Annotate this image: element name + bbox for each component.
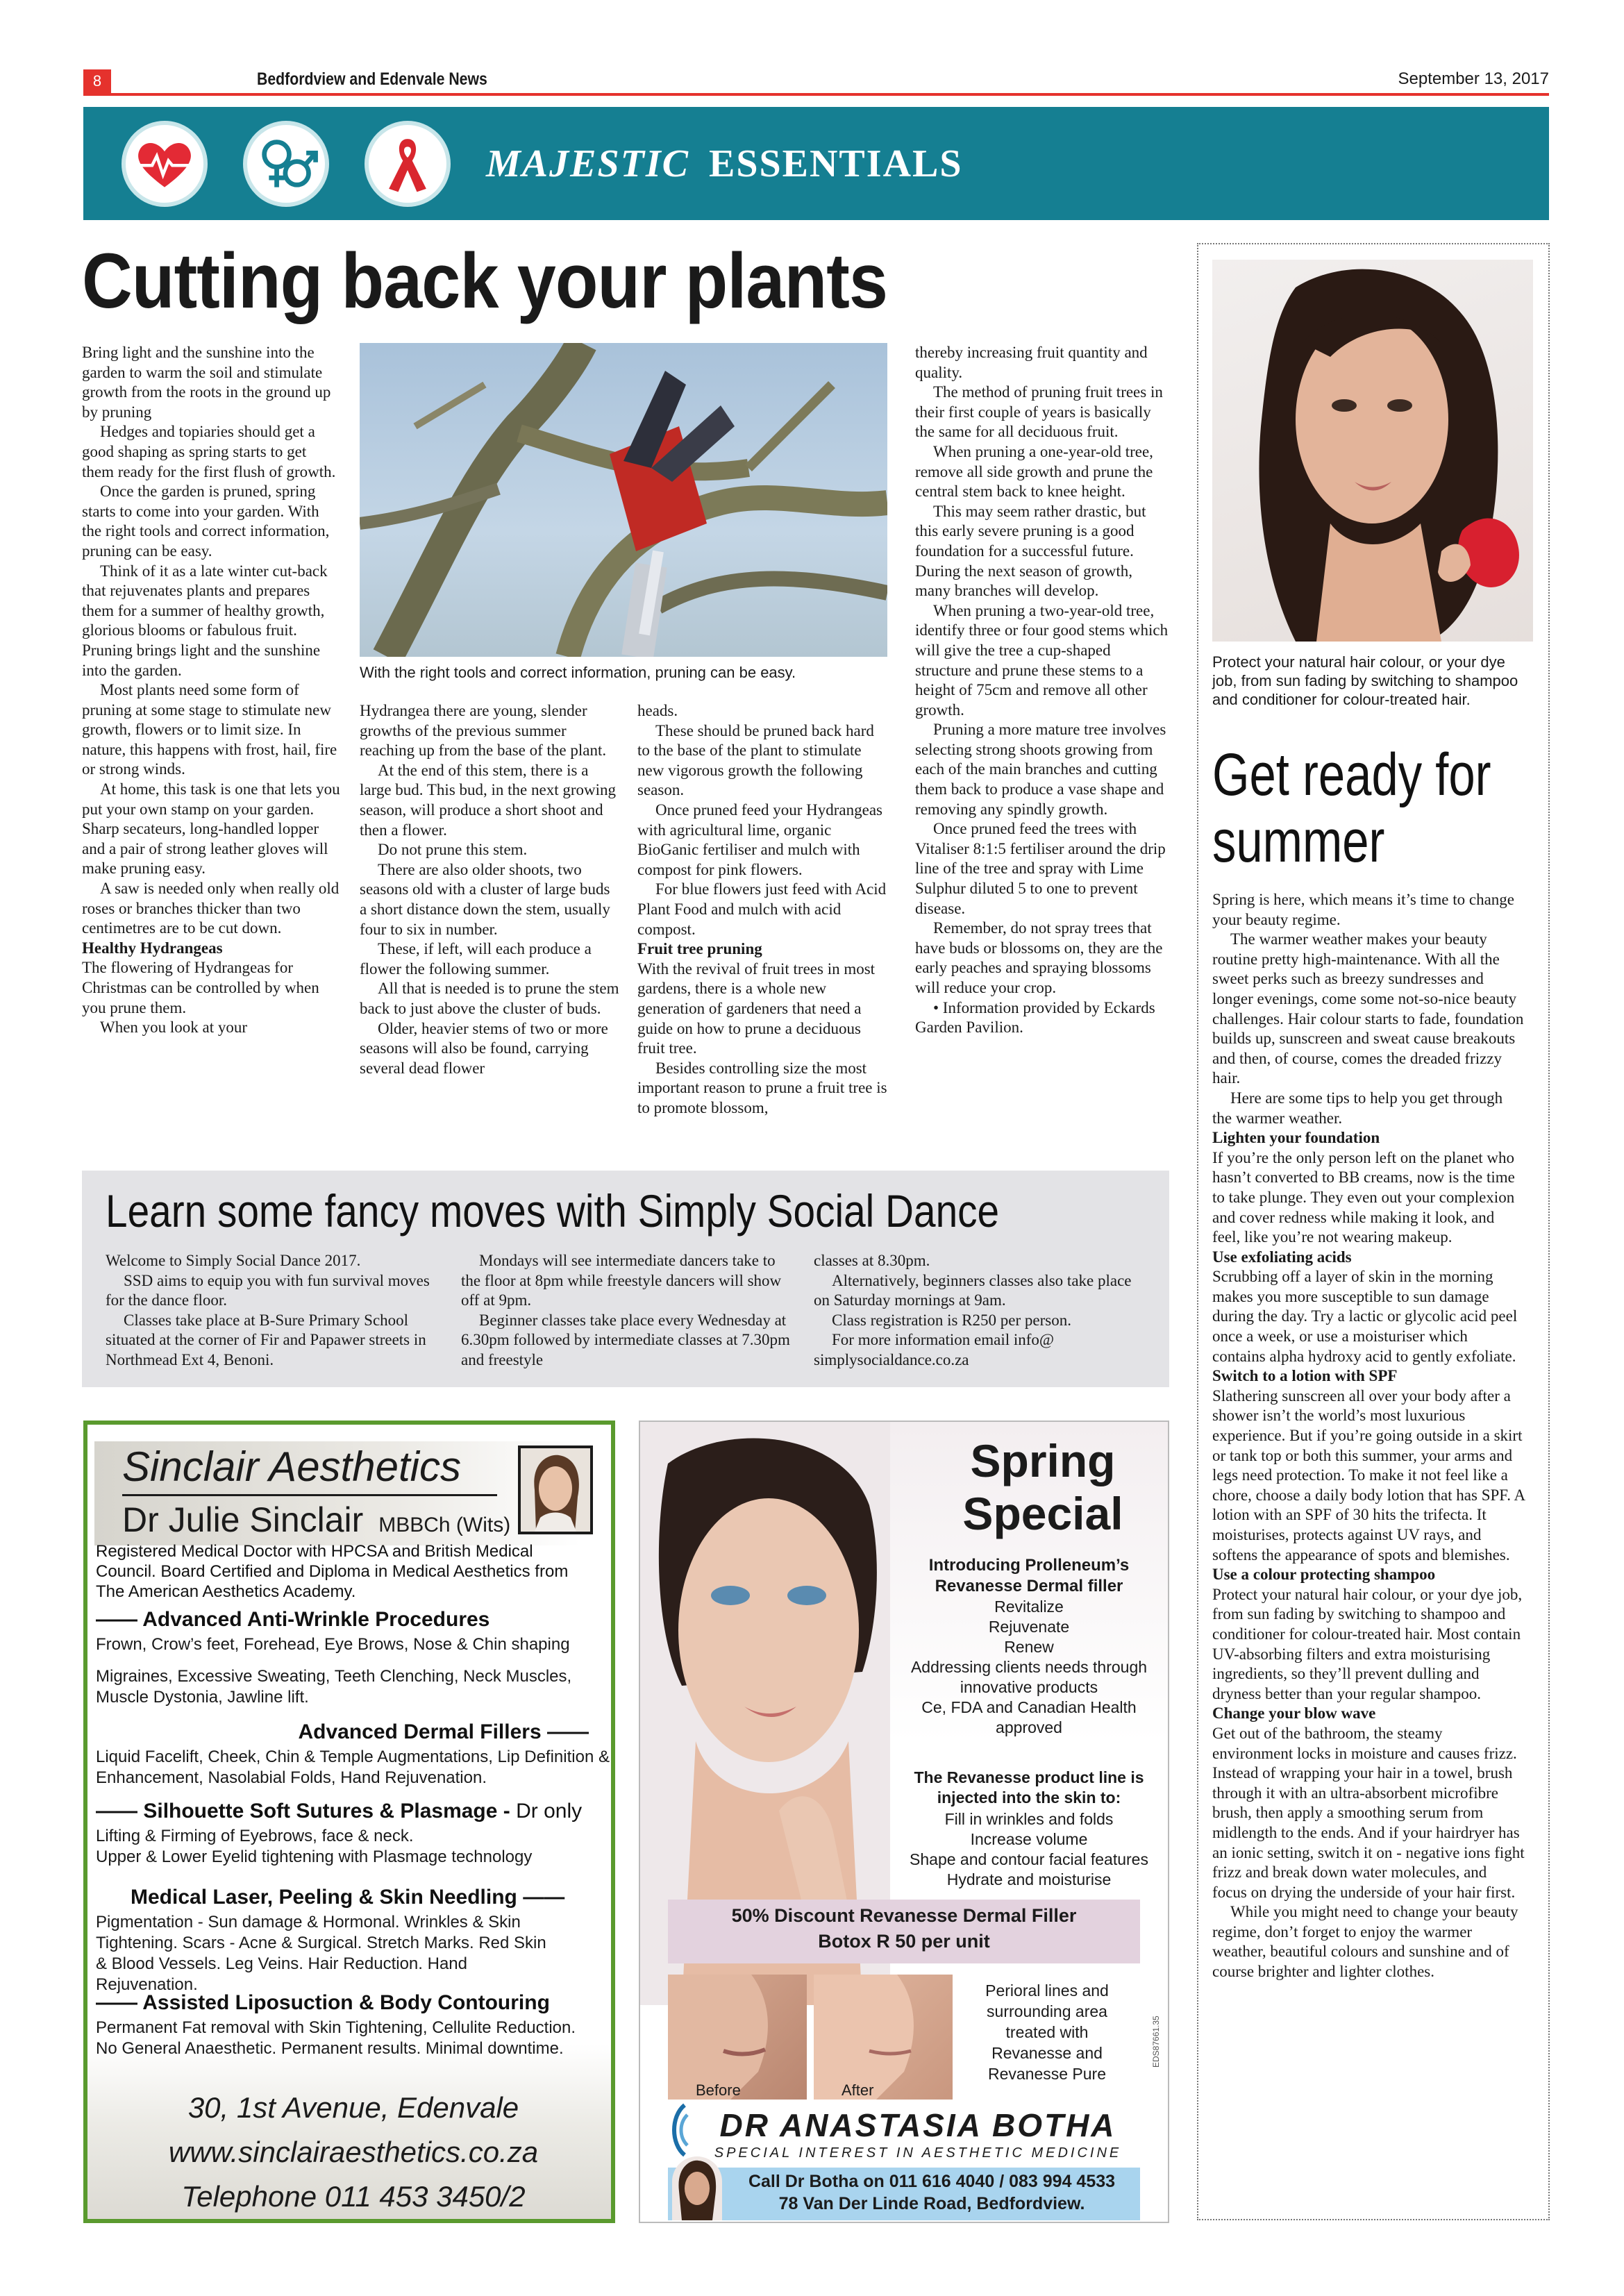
sinclair-section: [96, 1886, 610, 1995]
section-line: Lifting & Firming of Eyebrows, face & neck.: [96, 1827, 414, 1845]
paragraph: Classes take place at B-Sure Primary School situated at the corner of Fir and Papawer streets in Northmead Ext 4, Benoni.: [106, 1311, 426, 1368]
tip-text: If you’re the only person left on the planet who hasn’t converted to BB creams, now is the time to take plunge. They even out your complexion and cover redness while making it look, and feel, like you’re not wearing makeup.: [1212, 1148, 1515, 1246]
section-title: Medical Laser, Peeling & Skin Needling ——: [131, 1886, 565, 1909]
section-line: Liquid Facelift, Cheek, Chin & Temple Augmentations, Lip Definition & Enhancement, Nasolabial Folds, Hand Rejuvenation.: [96, 1748, 610, 1787]
botha-specialty: SPECIAL INTEREST IN AESTHETIC MEDICINE: [714, 2145, 1122, 2161]
tip-text: Protect your natural hair colour, or your dye job, from sun fading by switching to shampoo and conditioner for colour-treated hair. Most contain UV-absorbing filters and extra moisturising ingredients, so they’ll prevent dulling and dryness better than your regular shampoo.: [1212, 1585, 1523, 1702]
section-title: Advanced Dermal Fillers ——: [298, 1720, 589, 1743]
use-item: Increase volume: [970, 1830, 1088, 1848]
section-title: —— Advanced Anti-Wrinkle Procedures: [96, 1608, 490, 1631]
dance-column-2: [461, 1251, 790, 1371]
paragraph: Beginner classes take place every Wednesday at 6.30pm followed by intermediate classes at 7.30pm and freestyle: [461, 1311, 790, 1368]
paragraph: Hedges and topiaries should get a good shaping as spring starts to get them ready for the first flush of growth.: [82, 423, 336, 480]
paragraph: At the end of this stem, there is a large bud. This bud, in the next growing season, will produce a short shoot and then a flower.: [360, 761, 617, 839]
use-item: Shape and contour facial features: [910, 1850, 1148, 1868]
sinclair-ad: [83, 1421, 615, 2223]
tip-text: Scrubbing off a layer of skin in the morning makes you more susceptible to sun damage during the day. Try a lactic or glycolic acid peel once a week, or use a moisturiser which contains alpha hydroxy acid to gently exfoliate.: [1212, 1268, 1518, 1365]
tip-title: Lighten your foundation: [1212, 1129, 1380, 1147]
paragraph: Once pruned feed the trees with Vitaliser 8:1:5 fertiliser around the drip line of the tree and spray with Lime Sulphur diluted 5 to one to prevent disease.: [915, 820, 1166, 917]
paragraph: While you might need to change your beauty regime, don’t forget to enjoy the warmer weather, beautiful colours and sunshine and of course brighter and lighter clothes.: [1212, 1903, 1518, 1981]
main-column-1: [82, 343, 340, 1038]
paragraph: Once pruned feed your Hydrangeas with agricultural lime, organic BioGanic fertiliser and mulch with compost for pink flowers.: [637, 801, 882, 878]
section-line: Permanent Fat removal with Skin Tightening, Cellulite Reduction. No General Anaesthetic. Permanent results. Minimal downtime.: [96, 2018, 576, 2058]
paragraph: These should be pruned back hard to the base of the plant to stimulate new vigorous growth the following season.: [637, 721, 874, 799]
woman-hair-photo: [1212, 260, 1533, 642]
main-column-2: [360, 701, 619, 1078]
benefit-item: Revitalize: [994, 1598, 1064, 1616]
botha-ad: [639, 1421, 1169, 2223]
botha-contact-address: 78 Van Der Linde Road, Bedfordview.: [778, 2194, 1085, 2213]
sinclair-section: [96, 1800, 610, 1868]
tip-text: Get out of the bathroom, the steamy environment locks in moisture and causes frizz. Instead of wrapping your hair in a towel, brush through it with an ultra-absorbent microfibre brush, then apply a smoothing serum from midlength to the ends. And if your hairdryer has an ionic setting, switch it on - negative ions fight frizz and break down water molecules, and focus on drying the underside of your hair first.: [1212, 1724, 1525, 1901]
botha-injected: The Revanesse product line is injected into the skin to:: [914, 1768, 1144, 1807]
heart-pulse-icon: [122, 121, 208, 207]
paragraph: For more information email info@ simplysocialdance.co.za: [814, 1331, 1055, 1368]
paragraph: Most plants need some form of pruning at some stage to stimulate new growth, flowers or to limit size. In nature, this happens with frost, hail, fire or strong winds.: [82, 681, 337, 778]
paragraph: The method of pruning fruit trees in their first couple of years is basically the same for all deciduous fruit.: [915, 383, 1163, 441]
paragraph: A saw is needed only when really old roses or branches thicker than two centimetres are to be cut down.: [82, 880, 340, 937]
header-rule: [83, 93, 1549, 96]
paragraph: Remember, do not spray trees that have buds or blossoms on, they are the early peaches and spraying blossoms will reduce your crop.: [915, 919, 1163, 996]
sinclair-section: [96, 1608, 610, 1708]
discount-line: Botox R 50 per unit: [818, 1931, 990, 1952]
issue-date: September 13, 2017: [1398, 69, 1549, 88]
paragraph: All that is needed is to prune the stem back to just above the cluster of buds.: [360, 980, 619, 1017]
doctor-qualification: MBBCh (Wits): [378, 1514, 511, 1536]
dance-column-1: [106, 1251, 443, 1371]
benefit-item: Ce, FDA and Canadian Health approved: [921, 1698, 1137, 1736]
paragraph: Welcome to Simply Social Dance 2017.: [106, 1252, 361, 1269]
main-column-3: [637, 701, 889, 1118]
paragraph: When you look at your: [100, 1019, 248, 1037]
botha-contact-phone: Call Dr Botha on 011 616 4040 / 083 994 4533: [748, 2172, 1116, 2191]
paragraph: For blue flowers just feed with Acid Plant Food and mulch with acid compost.: [637, 880, 887, 938]
sinclair-portrait: [518, 1446, 593, 1534]
paragraph: Mondays will see intermediate dancers take to the floor at 8pm while freestyle dancers will show off at 9pm.: [461, 1252, 782, 1309]
pruning-photo: [360, 343, 887, 657]
tip-title: Switch to a lotion with SPF: [1212, 1367, 1398, 1385]
sinclair-phone: Telephone 011 453 3450/2: [181, 2180, 526, 2213]
paragraph: When pruning a one-year-old tree, remove all side growth and prune the central stem back to knee height.: [915, 442, 1153, 501]
sinclair-name-rule: [122, 1494, 497, 1496]
botha-uses: [890, 1809, 1168, 1890]
dance-box: [82, 1171, 1169, 1387]
sidebar-headline: Get ready for summer: [1212, 741, 1491, 875]
paragraph: Do not prune this stem.: [378, 841, 528, 859]
benefit-item: Addressing clients needs through innovative products: [910, 1658, 1148, 1696]
paragraph: Class registration is R250 per person.: [832, 1311, 1071, 1329]
tip-title: Change your blow wave: [1212, 1704, 1376, 1723]
main-column-4: [915, 343, 1169, 1038]
botha-ad-code: EDS87661.35: [1151, 2016, 1161, 2068]
tip-title: Use a colour protecting shampoo: [1212, 1566, 1436, 1584]
section-title: —— Assisted Liposuction & Body Contouring: [96, 1991, 550, 2014]
botha-title-spring: Spring: [970, 1435, 1116, 1486]
paragraph: This may seem rather drastic, but this early severe pruning is a good foundation for a successful future. During the next season of growth, many branches will develop.: [915, 502, 1146, 600]
awareness-ribbon-icon: [365, 121, 451, 207]
section-line: Migraines, Excessive Sweating, Teeth Clenching, Neck Muscles, Muscle Dystonia, Jawline lift.: [96, 1667, 572, 1707]
use-item: Hydrate and moisturise: [946, 1870, 1112, 1888]
credit-line: • Information provided by Eckards Garden Pavilion.: [915, 998, 1155, 1037]
pruning-photo-caption: With the right tools and correct information, pruning can be easy.: [360, 664, 796, 681]
benefit-item: Renew: [1004, 1638, 1054, 1656]
before-photo: [668, 1975, 807, 2100]
paragraph: classes at 8.30pm.: [814, 1252, 930, 1269]
gender-icon: [243, 121, 329, 207]
paragraph: Here are some tips to help you get through the warmer weather.: [1212, 1089, 1503, 1127]
botha-doctor: DR ANASTASIA BOTHA: [719, 2107, 1116, 2143]
paragraph: When pruning a two-year-old tree, identify three or four good stems which will give the tree a cup-shaped structure and prune these stems to a height of 75cm and remove all other growth.: [915, 601, 1169, 719]
sinclair-doctor: [122, 1500, 510, 1540]
paragraph: These, if left, will each produce a flower the following summer.: [360, 940, 592, 978]
paragraph: The warmer weather makes your beauty routine pretty high-maintenance. With all the sweet perks such as breezy sundresses and longer evenings, come some not-so-nice beauty challenges. Hair colour starts to fade, foundation builds up, sunscreen and sweat cause breakouts and then, of course, comes the dreaded frizzy hair.: [1212, 930, 1524, 1087]
paragraph: Once the garden is pruned, spring starts to come into your garden. With the right tools and correct information, pruning can be easy.: [82, 483, 330, 560]
paragraph: At home, this task is one that lets you put your own stamp on your garden. Sharp secateurs, long-handled lopper and a pair of strong leather gloves will make pruning easy.: [82, 780, 340, 878]
paragraph: Hydrangea there are young, slender growths of the previous summer reaching up from the base of the plant.: [360, 702, 607, 760]
paragraph: Spring is here, which means it’s time to change your beauty regime.: [1212, 891, 1514, 928]
banner-title-a: MAJESTIC: [486, 142, 689, 185]
paragraph: heads.: [637, 702, 678, 719]
sinclair-name: Sinclair Aesthetics: [122, 1443, 461, 1490]
paragraph: Bring light and the sunshine into the garden to warm the soil and stimulate growth from the roots in the ground up by pruning: [82, 344, 331, 421]
botha-portrait: [672, 2156, 722, 2220]
section-line: Frown, Crow’s feet, Forehead, Eye Brows, Nose & Chin shaping: [96, 1635, 570, 1654]
use-item: Fill in wrinkles and folds: [944, 1810, 1114, 1828]
sinclair-address: 30, 1st Avenue, Edenvale: [187, 2091, 519, 2124]
sinclair-intro: Registered Medical Doctor with HPCSA and British Medical Council. Board Certified and Diploma in Medical Aesthetics from The American Aesthetics Academy.: [96, 1542, 569, 1601]
paragraph: With the revival of fruit trees in most gardens, there is a whole new generation of gardeners that need a guide on how to prune a deciduous fruit tree.: [637, 960, 876, 1057]
tip-title: Use exfoliating acids: [1212, 1248, 1352, 1266]
paragraph: Pruning a more mature tree involves selecting strong shoots growing from each of the main branches and cutting them back to produce a vase shape and removing any spindly growth.: [915, 721, 1166, 818]
paragraph: Older, heavier stems of two or more seasons will also be found, carrying several dead flower: [360, 1019, 608, 1077]
sidebar-body: [1212, 890, 1525, 1982]
section-title: —— Silhouette Soft Sutures & Plasmage - Dr only: [96, 1800, 583, 1822]
paragraph: There are also older shoots, two seasons old with a cluster of large buds a short distance down the stem, usually four to six in number.: [360, 860, 610, 938]
tip-text: Slathering sunscreen all over your body after a shower isn’t the world’s most luxurious experience. But if you’re going outside in a skirt or tank top or both this summer, your arms and legs need protection. To make it not feel like a chore, choose a daily body lotion that has SPF. A lotion with an SPF of 30 hits the trifecta. It moisturises, protects against UV rays, and softens the appearance of spots and blemishes.: [1212, 1386, 1525, 1564]
section-banner: [83, 107, 1549, 220]
banner-title: [486, 142, 963, 190]
banner-title-b: ESSENTIALS: [709, 142, 963, 185]
botha-intro: Introducing Prolleneum’s Revanesse Dermal filler: [928, 1556, 1130, 1595]
sidebar-photo-caption: Protect your natural hair colour, or your dye job, from sun fading by switching to shampoo and conditioner for colour-treated hair.: [1212, 653, 1518, 708]
doctor-name: Dr Julie Sinclair: [122, 1500, 364, 1539]
botha-title-special: Special: [962, 1488, 1123, 1539]
paragraph: The flowering of Hydrangeas for Christmas can be controlled by when you prune them.: [82, 959, 319, 1016]
dance-headline: Learn some fancy moves with Simply Social Dance: [106, 1185, 1000, 1237]
botha-discount-band: [668, 1900, 1140, 1963]
botha-treatment-note: Perioral lines and surrounding area treated with Revanesse and Revanesse Pure: [985, 1981, 1109, 2083]
section-line: Pigmentation - Sun damage & Hormonal. Wrinkles & Skin Tightening. Scars - Acne & Surgical. Stretch Marks. Red Skin & Blood Vessels. Leg Veins. Hair Reduction. Hand Rejuvenation.: [96, 1913, 546, 1994]
discount-line: 50% Discount Revanesse Dermal Filler: [731, 1905, 1077, 1926]
dance-column-3: [814, 1251, 1147, 1371]
sinclair-section: [96, 1991, 610, 2059]
paragraph: Think of it as a late winter cut-back that rejuvenates plants and prepares them for a summer of healthy growth, glorious blooms or fabulous fruit. Pruning brings light and the sunshine into the garden.: [82, 562, 328, 679]
main-headline: Cutting back your plants: [82, 237, 888, 324]
paragraph: SSD aims to equip you with fun survival moves for the dance floor.: [106, 1271, 430, 1309]
paragraph: Besides controlling size the most important reason to prune a fruit tree is to promote blossom,: [637, 1059, 887, 1116]
page-number: 8: [83, 69, 111, 93]
paragraph: Alternatively, beginners classes also take place on Saturday mornings at 9am.: [814, 1271, 1132, 1309]
after-photo: [814, 1975, 953, 2100]
before-label: Before: [696, 2081, 741, 2099]
after-label: After: [842, 2081, 874, 2099]
benefit-item: Rejuvenate: [988, 1618, 1070, 1636]
sinclair-website[interactable]: www.sinclairaesthetics.co.za: [168, 2136, 539, 2168]
subheading: Fruit tree pruning: [637, 940, 762, 958]
sinclair-section: [96, 1720, 610, 1788]
botha-benefits: [904, 1597, 1154, 1738]
section-line: Upper & Lower Eyelid tightening with Plasmage technology: [96, 1847, 533, 1866]
publication-name: Bedfordview and Edenvale News: [257, 69, 487, 89]
subheading: Healthy Hydrangeas: [82, 939, 223, 957]
paragraph: thereby increasing fruit quantity and quality.: [915, 344, 1148, 381]
